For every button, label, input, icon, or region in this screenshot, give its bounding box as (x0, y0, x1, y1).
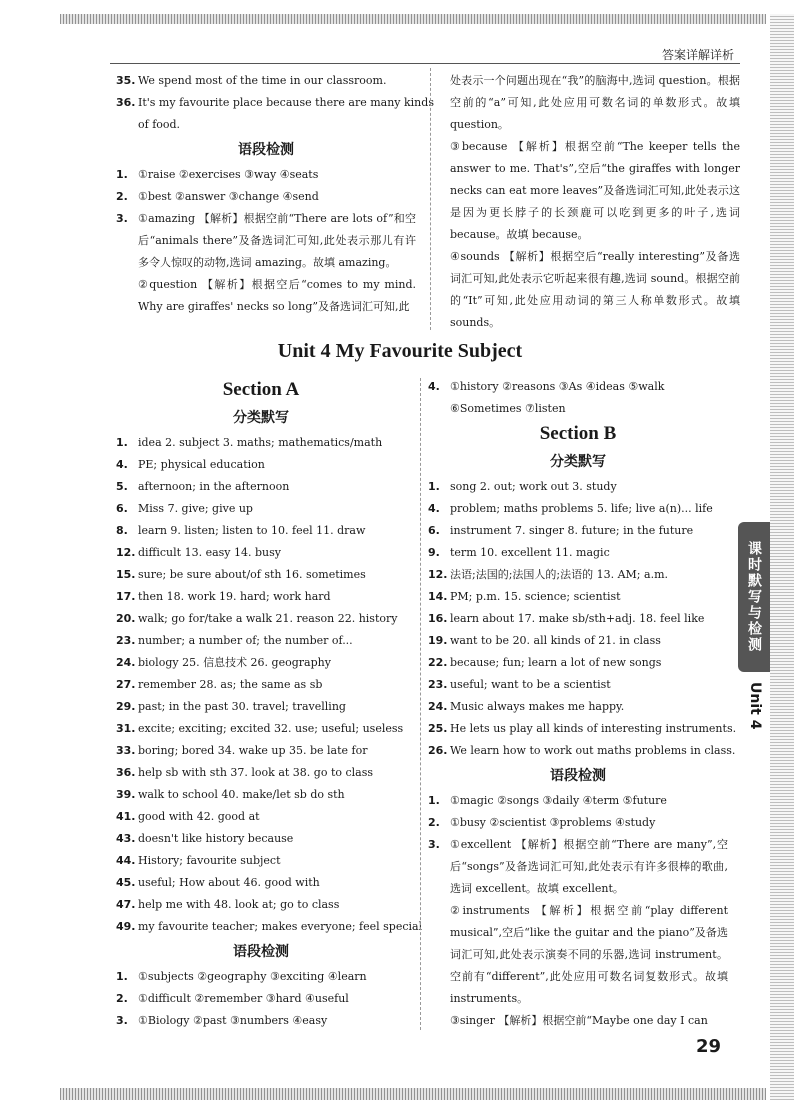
section-subtitle: 语段检测 (233, 944, 289, 960)
item-text: ①difficult ②remember ③hard ④useful (138, 992, 349, 1005)
item-text: then 18. work 19. hard; work hard (138, 590, 331, 603)
section-a-column (116, 376, 423, 1032)
list-item (116, 718, 406, 740)
section-subtitle: 语段检测 (238, 142, 294, 158)
list-item (116, 652, 406, 674)
item-text: song 2. out; work out 3. study (450, 480, 617, 493)
list-item: 4. ①history ②reasons ③As ④ideas ⑤walk (428, 380, 665, 393)
item-number: 1. (428, 480, 440, 493)
item-text: ①subjects ②geography ③exciting ④learn (138, 970, 367, 983)
item-text: learn about 17. make sb/sth+adj. 18. feel like (450, 612, 705, 625)
item-number: 2. (116, 992, 128, 1005)
list-item (428, 812, 728, 834)
item-number: 44. (116, 854, 136, 867)
list-item-continuation: of food. (138, 118, 181, 131)
item-text: sure; be sure about/of sth 16. sometimes (138, 568, 366, 581)
item-text: good with 42. good at (138, 810, 260, 823)
column-divider (420, 378, 421, 1030)
item-text: help me with 48. look at; go to class (138, 898, 340, 911)
item-number: 3. (116, 1014, 128, 1027)
item-number: 23. (116, 634, 136, 647)
list-item (116, 608, 406, 630)
item-text: boring; bored 34. wake up 35. be late for (138, 744, 368, 757)
list-item (116, 1010, 406, 1032)
item-text: idea 2. subject 3. maths; mathematics/math (138, 436, 383, 449)
list-item (116, 872, 406, 894)
explanation-paragraph: ④sounds 【解析】根据空后“really interesting”及备选词汇可知,此处表示它听起来很有趣,选词 sound。根据空前的“It”可知,此处应用动词的第三人称单数形式。故填 sounds。 (450, 250, 740, 329)
item-number: 16. (428, 612, 448, 625)
list-item (428, 520, 728, 542)
item-number: 4. (428, 502, 440, 515)
item-text: my favourite teacher; makes everyone; feel special (138, 920, 423, 933)
side-unit-label: Unit 4 (747, 682, 763, 730)
item-number: 29. (116, 700, 136, 713)
item-text: 法语;法国的;法国人的;法语的 13. AM; a.m. (450, 568, 668, 581)
item-text: History; favourite subject (138, 854, 281, 867)
list-item (116, 454, 406, 476)
item-number: 9. (428, 546, 440, 559)
section-title: Section B (539, 423, 617, 444)
top-right-column (450, 70, 740, 334)
list-item (428, 674, 728, 696)
item-number: 22. (428, 656, 448, 669)
item-text: learn 9. listen; listen to 10. feel 11. draw (138, 524, 366, 537)
answer-list (428, 790, 728, 834)
item-number: 15. (116, 568, 136, 581)
list-item (428, 718, 737, 740)
list-item: 3. ①excellent 【解析】根据空前“There are many”,空后“songs”及备选词汇可知,此处表示有许多很棒的歌曲,选词 excellent。故填 excellent。 (428, 838, 728, 895)
explanation-paragraph: ③singer 【解析】根据空前“Maybe one day I can (450, 1014, 708, 1027)
explanation-paragraph: ②instruments 【解析】根据空前“play different musical”,空后“like the guitar and the piano”及备选词汇可知,此处表示演奏不同的乐器,选词 instrument。空前有“different”,此处应用可数名词复数形式。故填 instruments。 (450, 904, 728, 1005)
item-number: 5. (116, 480, 128, 493)
item-number: 6. (116, 502, 128, 515)
list-item (116, 850, 406, 872)
page-header: 答案详解详析 (661, 48, 734, 62)
header-rule (110, 63, 740, 64)
item-number: 8. (116, 524, 128, 537)
list-item (116, 988, 406, 1010)
scan-edge-right (770, 14, 794, 1100)
list-item (428, 740, 736, 762)
section-title: Section A (222, 379, 300, 400)
list-item: 3. ①amazing 【解析】根据空前“There are lots of”和空后“animals there”及备选词汇可知,此处表示那儿有许多令人惊叹的动物,选词 amazing。故填 amazing。 (116, 212, 416, 269)
list-item (428, 498, 728, 520)
list-item (428, 564, 728, 586)
list-item (428, 790, 728, 812)
item-text: ①busy ②scientist ③problems ④study (450, 816, 656, 829)
answer-list (116, 432, 423, 938)
list-item (116, 498, 406, 520)
list-item: 36. It's my favourite place because there are many kinds (116, 96, 434, 109)
item-number: 45. (116, 876, 136, 889)
item-number: 17. (116, 590, 136, 603)
list-item (428, 696, 728, 718)
item-text: instrument 7. singer 8. future; in the future (450, 524, 694, 537)
list-item (116, 696, 406, 718)
list-item (116, 966, 406, 988)
list-item (116, 674, 406, 696)
item-text: PE; physical education (138, 458, 265, 471)
list-item: 35. We spend most of the time in our classroom. (116, 74, 387, 87)
scan-edge-bottom (60, 1088, 766, 1100)
list-item (116, 762, 406, 784)
item-text: useful; How about 46. good with (138, 876, 320, 889)
item-text: useful; want to be a scientist (450, 678, 611, 691)
list-item: 2. ①best ②answer ③change ④send (116, 190, 319, 203)
item-number: 2. (428, 816, 440, 829)
item-number: 1. (116, 436, 128, 449)
side-tab: 课时默写与检测 (738, 522, 770, 672)
list-item (428, 542, 728, 564)
list-item (116, 630, 406, 652)
list-item (116, 564, 406, 586)
page-number: 29 (696, 1036, 722, 1057)
item-text: remember 28. as; the same as sb (138, 678, 323, 691)
item-text: We learn how to work out maths problems in class. (450, 744, 736, 757)
explanation-paragraph: ③because 【解析】根据空前“The keeper tells the answer to me. That's”,空后“the giraffes with longer necks can eat more leaves”及备选词汇可知,此处表示这是因为更长脖子的长颈鹿可以吃到更多的叶子,选词 because。故填 because。 (450, 140, 740, 241)
item-number: 26. (428, 744, 448, 757)
item-text: Music always makes me happy. (450, 700, 625, 713)
list-item (116, 784, 406, 806)
item-text: PM; p.m. 15. science; scientist (450, 590, 621, 603)
list-item (116, 476, 406, 498)
item-number: 14. (428, 590, 448, 603)
item-text: excite; exciting; excited 32. use; useful; useless (138, 722, 404, 735)
item-number: 12. (428, 568, 448, 581)
item-text: problem; maths problems 5. life; live a(n)... life (450, 502, 713, 515)
top-left-column (116, 70, 434, 318)
scan-edge-top (60, 14, 766, 24)
list-item (428, 476, 728, 498)
item-text: number; a number of; the number of... (138, 634, 353, 647)
list-item-continuation: ⑥Sometimes ⑦listen (450, 402, 566, 415)
list-item (116, 432, 406, 454)
section-b-column (428, 376, 737, 1032)
section-subtitle: 分类默写 (550, 454, 606, 470)
item-text: ①magic ②songs ③daily ④term ⑤future (450, 794, 667, 807)
section-subtitle: 分类默写 (233, 410, 289, 426)
item-text: walk; go for/take a walk 21. reason 22. history (138, 612, 398, 625)
list-item (116, 520, 406, 542)
list-item (116, 586, 406, 608)
item-number: 19. (428, 634, 448, 647)
list-item (116, 828, 406, 850)
item-number: 25. (428, 722, 448, 735)
item-text: because; fun; learn a lot of new songs (450, 656, 662, 669)
list-item: 1. ①raise ②exercises ③way ④seats (116, 168, 319, 181)
item-number: 12. (116, 546, 136, 559)
item-number: 36. (116, 766, 136, 779)
item-number: 27. (116, 678, 136, 691)
explanation-paragraph: 处表示一个问题出现在“我”的脑海中,选词 question。根据空前的“a”可知,此处应用可数名词的单数形式。故填 question。 (450, 74, 740, 131)
list-item (116, 916, 423, 938)
item-text: past; in the past 30. travel; travelling (138, 700, 346, 713)
item-number: 1. (116, 970, 128, 983)
item-number: 24. (428, 700, 448, 713)
explanation-paragraph: ②question 【解析】根据空后“comes to my mind. Why are giraffes' necks so long”及备选词汇可知,此 (138, 278, 416, 313)
answer-list (116, 966, 406, 1032)
item-text: difficult 13. easy 14. busy (138, 546, 281, 559)
list-item (116, 740, 406, 762)
column-divider (430, 68, 431, 330)
item-number: 31. (116, 722, 136, 735)
item-number: 41. (116, 810, 136, 823)
list-item (428, 608, 728, 630)
item-text: walk to school 40. make/let sb do sth (138, 788, 345, 801)
list-item (428, 630, 728, 652)
item-number: 43. (116, 832, 136, 845)
item-text: help sb with sth 37. look at 38. go to class (138, 766, 374, 779)
item-number: 6. (428, 524, 440, 537)
item-text: term 10. excellent 11. magic (450, 546, 610, 559)
section-subtitle: 语段检测 (550, 768, 606, 784)
item-text: doesn't like history because (138, 832, 294, 845)
list-item (428, 652, 728, 674)
item-number: 47. (116, 898, 136, 911)
item-text: afternoon; in the afternoon (138, 480, 290, 493)
answer-list (428, 476, 737, 762)
item-number: 24. (116, 656, 136, 669)
item-text: ①Biology ②past ③numbers ④easy (138, 1014, 328, 1027)
item-text: biology 25. 信息技术 26. geography (138, 656, 331, 669)
item-text: Miss 7. give; give up (138, 502, 253, 515)
item-number: 1. (428, 794, 440, 807)
item-number: 4. (116, 458, 128, 471)
item-number: 20. (116, 612, 136, 625)
list-item (116, 894, 406, 916)
list-item (428, 586, 728, 608)
item-text: want to be 20. all kinds of 21. in class (450, 634, 661, 647)
item-number: 33. (116, 744, 136, 757)
item-number: 23. (428, 678, 448, 691)
list-item (116, 542, 406, 564)
item-number: 39. (116, 788, 136, 801)
item-number: 49. (116, 920, 136, 933)
item-text: He lets us play all kinds of interesting instruments. (450, 722, 737, 735)
unit-title: Unit 4 My Favourite Subject (277, 340, 523, 362)
list-item (116, 806, 406, 828)
